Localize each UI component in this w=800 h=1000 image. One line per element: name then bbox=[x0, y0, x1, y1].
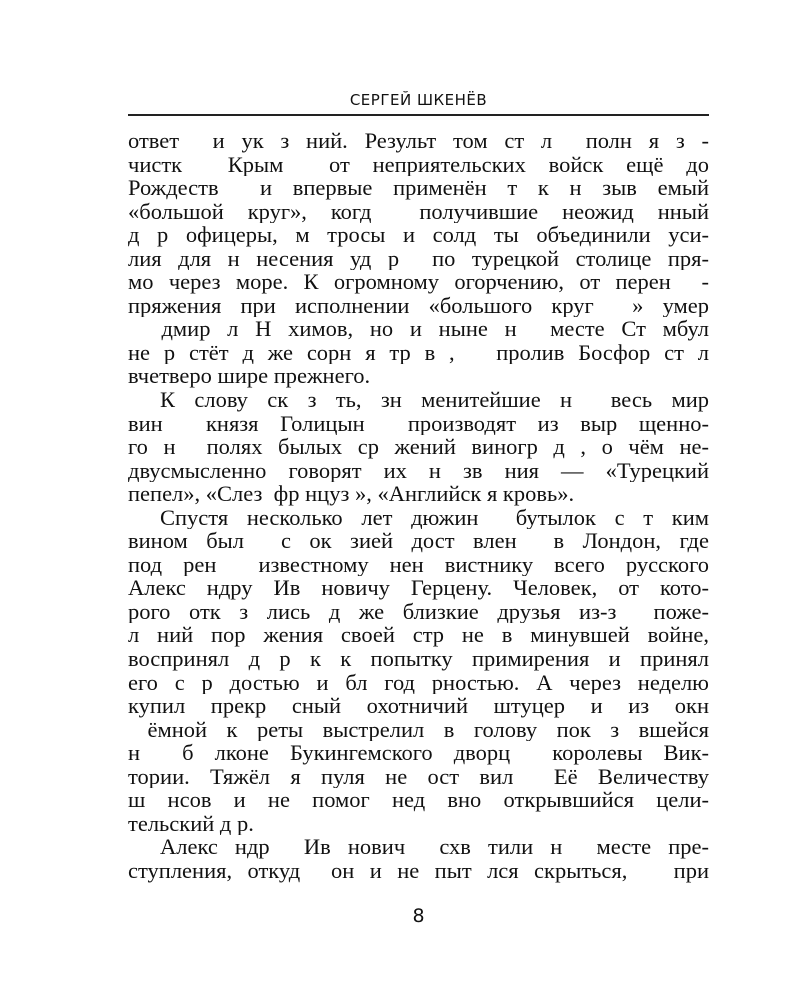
text-line: пепел», «Слез фр нцуз », «Английск я кровь». bbox=[128, 482, 575, 506]
running-header: СЕРГЕЙ ШКЕНЁВ bbox=[349, 91, 488, 109]
text-line: лия для н несения уд р по турецкой столице пря- bbox=[128, 246, 709, 271]
text-line: дмир л Н химов, но и ныне н месте Ст мбул bbox=[128, 317, 709, 341]
header-divider bbox=[128, 114, 709, 116]
text-line: двусмысленно говорят их н зв ния — «Турецкий bbox=[128, 458, 709, 483]
text-line: тельский д р. bbox=[128, 811, 254, 836]
text-line: д р офицеры, м тросы и солд ты объединили уси- bbox=[128, 223, 709, 247]
text-line: вчетверо шире прежнего. bbox=[128, 364, 371, 389]
text-line: ёмной к реты выстрелил в голову пок з вшейся bbox=[128, 717, 709, 742]
text-line: Алекс ндру Ив новичу Герцену. Человек, от кото- bbox=[128, 576, 709, 600]
text-line: мо через море. К огромному огорчению, от перен - bbox=[128, 270, 709, 294]
text-line: не р стёт д же сорн я тр в , пролив Босфор ст л bbox=[128, 340, 709, 365]
text-line: ответ и ук з ний. Результ том ст л полн я з - bbox=[128, 129, 709, 153]
text-line: л ний пор жения своей стр не в минувшей войне, bbox=[128, 623, 709, 648]
text-line: н б лконе Букингемского дворц королевы Вик- bbox=[128, 741, 709, 765]
page-number: 8 bbox=[412, 905, 425, 927]
paragraph-first-line: Спустя несколько лет дюжин бутылок с т ким bbox=[160, 505, 709, 530]
body-text bbox=[128, 129, 709, 883]
text-line: ступления, откуд он и не пыт лся скрыться, при bbox=[128, 858, 709, 883]
paragraph-first-line: К слову ск з ть, зн менитейшие н весь мир bbox=[160, 388, 709, 412]
text-line: купил прекр сный охотничий штуцер и из окн bbox=[128, 694, 709, 718]
text-line: «большой круг», когд получившие неожид нный bbox=[128, 199, 709, 224]
text-line: вин князя Голицын производят из выр щенно- bbox=[128, 411, 709, 436]
text-line: чистк Крым от неприятельских войск ещё до bbox=[128, 152, 709, 177]
text-line: пряжения при исполнении «большого круг » умер bbox=[128, 293, 709, 318]
text-line: тории. Тяжёл я пуля не ост вил Её Величеству bbox=[128, 764, 709, 789]
text-line: вином был с ок зией дост влен в Лондон, где bbox=[128, 529, 709, 553]
text-line: Рождеств и впервые применён т к н зыв емый bbox=[128, 176, 709, 200]
text-line: ш нсов и не помог нед вно открывшийся цели- bbox=[128, 788, 709, 812]
text-line: его с р достью и бл год рностью. А через неделю bbox=[128, 670, 709, 695]
paragraph-first-line: Алекс ндр Ив нович схв тили н месте пре- bbox=[160, 835, 709, 859]
text-line: рого отк з лись д же близкие друзья из-з поже- bbox=[128, 599, 709, 624]
text-line: воспринял д р к к попытку примирения и принял bbox=[128, 647, 709, 671]
text-line: го н полях былых ср жений виногр д , о чём не- bbox=[128, 435, 709, 459]
text-line: под рен известному нен вистнику всего русского bbox=[128, 552, 709, 577]
